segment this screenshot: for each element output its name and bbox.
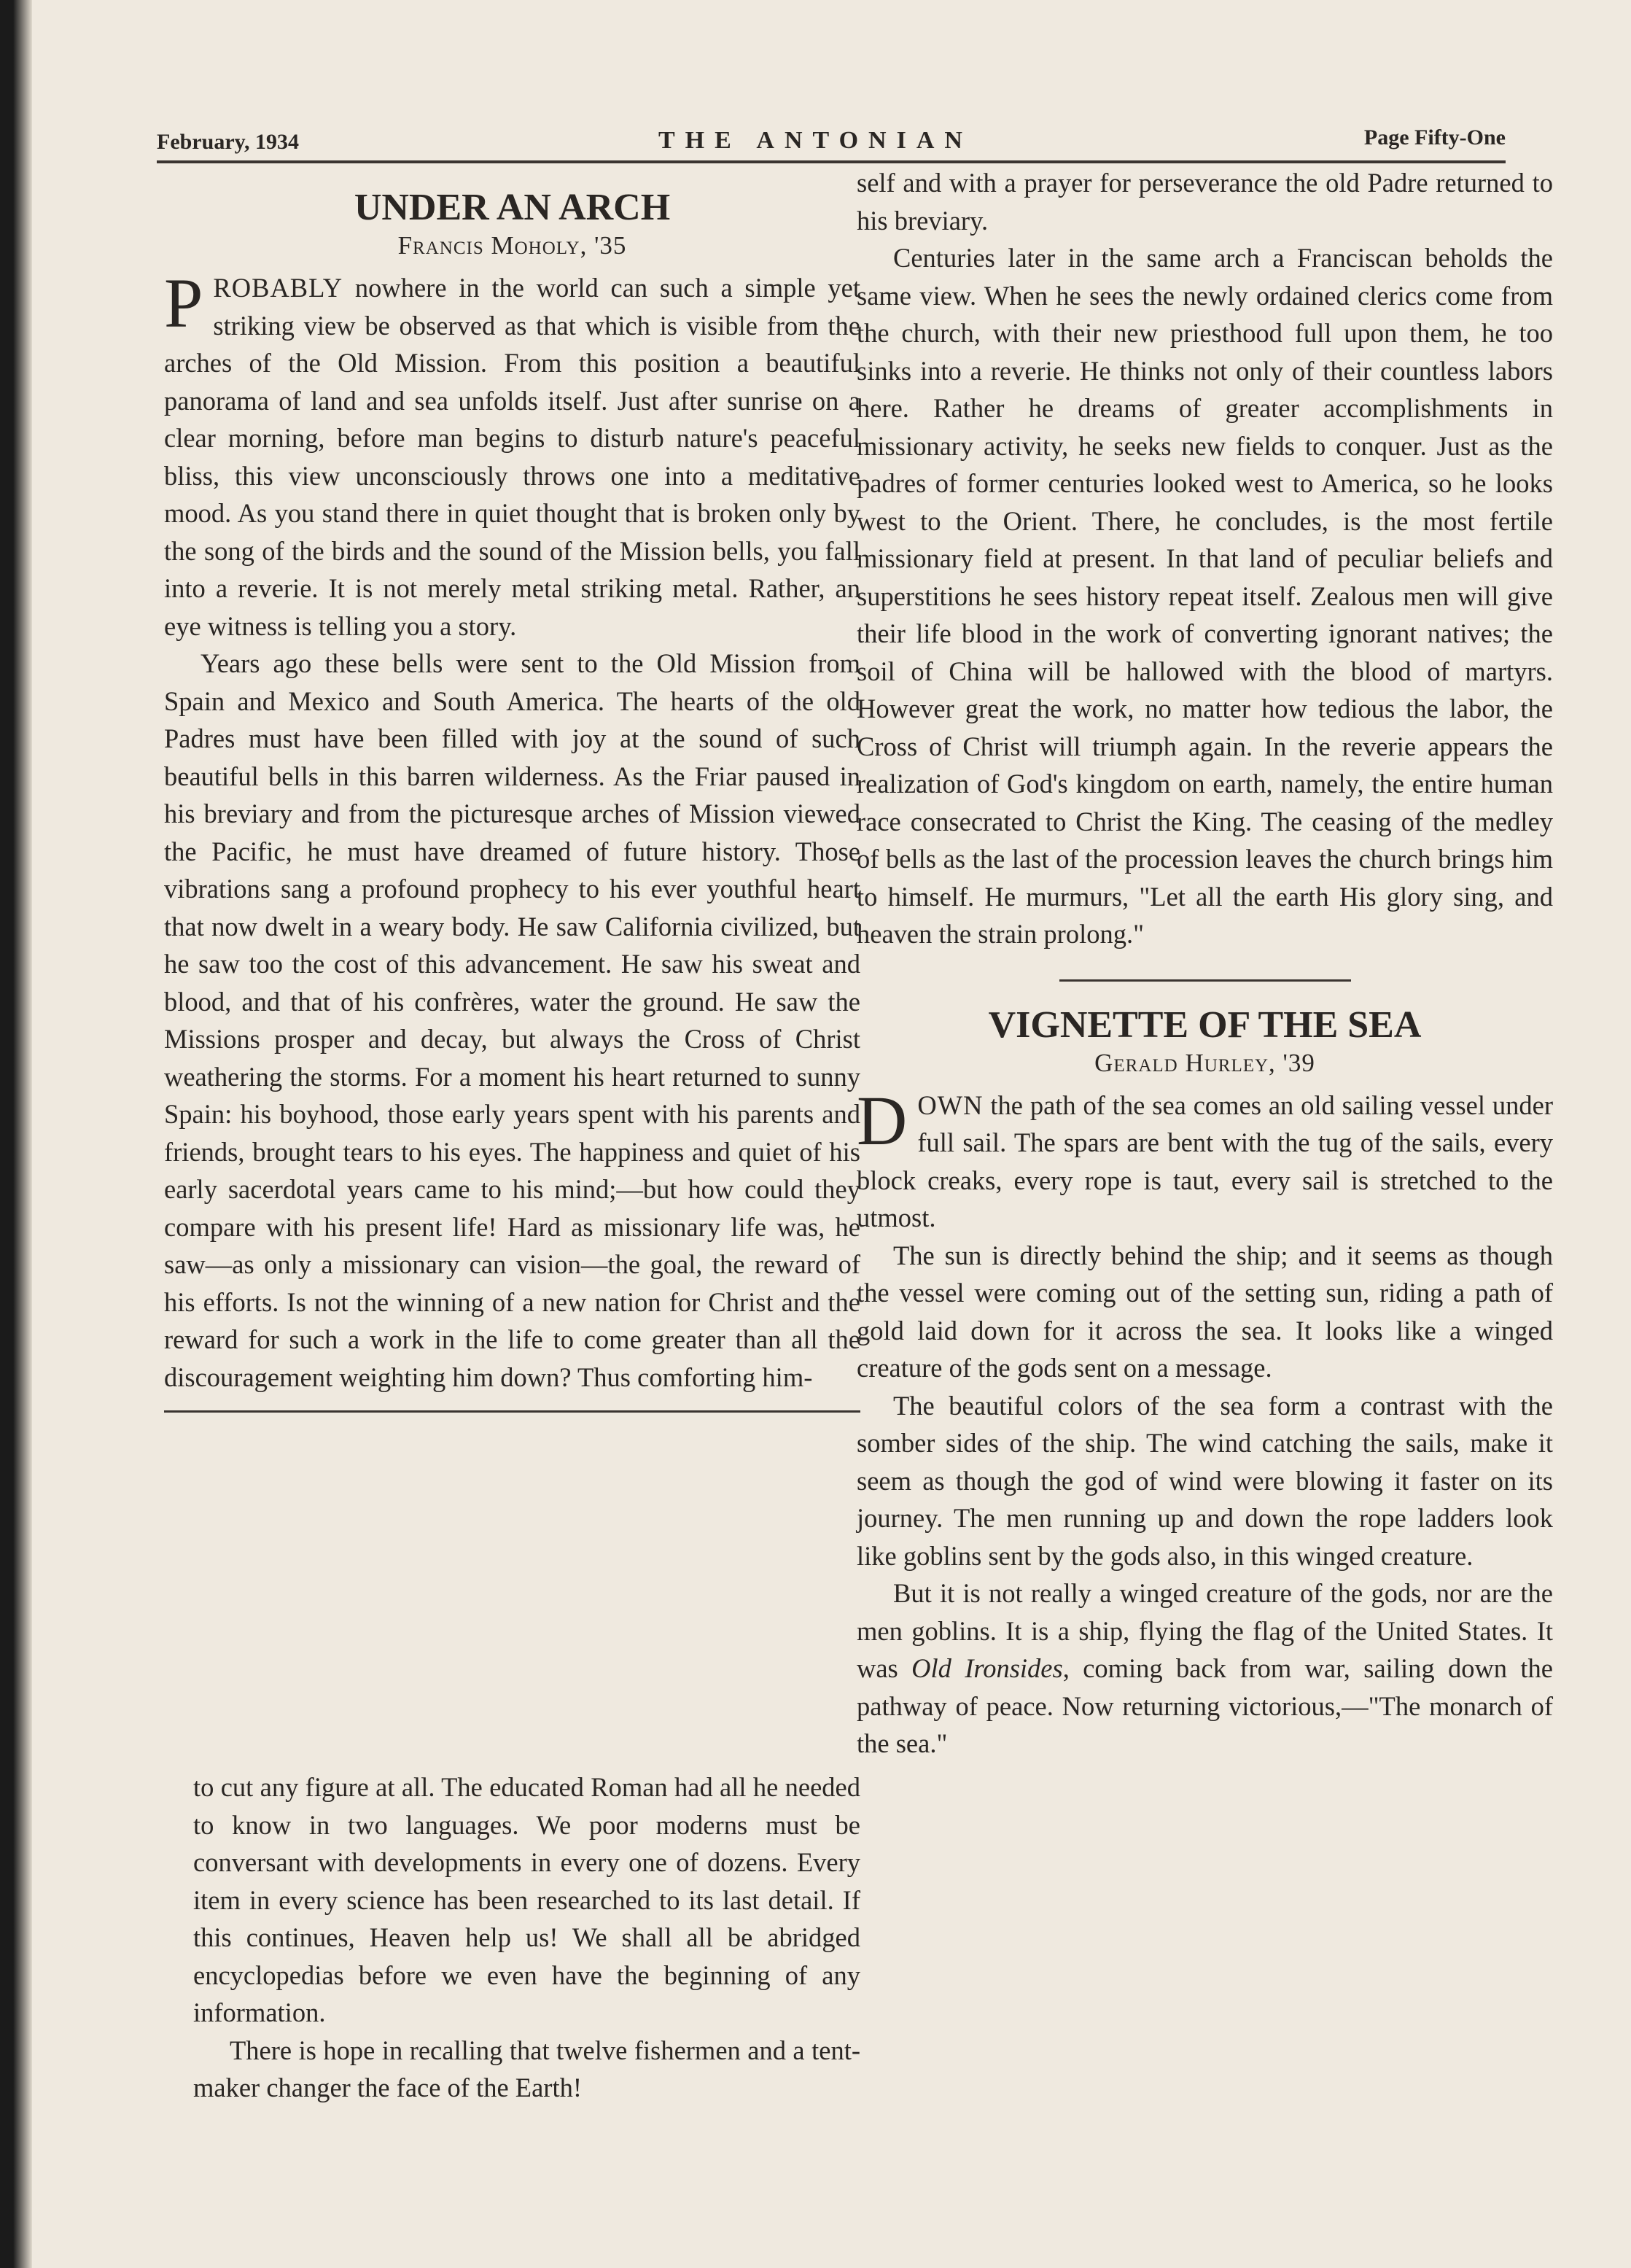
paragraph-text: nowhere in the world can such a simple yet striking view be observed as that which is visible from the arches of the Old Mission. From this position a beautiful panorama of land and sea unfolds itself. Just after sunrise on a clear morning, before man begins to disturb nature's peaceful bliss, this view unconsciously throws one into a meditative mood. As you stand there in quiet thought that is broken only by the song of the birds and the sound of the Mission bells, you fall into a reverie. It is not merely metal striking metal. Rather, an eye witness is telling you a story. [164,273,860,641]
paragraph [164,264,860,645]
article-title: VIGNETTE OF THE SEA [988,1003,1422,1046]
ship-name: Old Ironsides [911,1653,1063,1683]
paragraph: The beautiful colors of the sea form a contrast with the somber sides of the ship. The wind catching the sails, make it seem as though the god of wind were blowing it faster on its journey. The men running up and down the rope ladders look like goblins sent by the gods also, in this winged creature. [857,1390,1553,1571]
paragraph [857,1574,1553,1763]
paragraph: to cut any figure at all. The educated Roman had all he needed to know in two languages. We poor moderns must be conversant with developments in every one of dozens. Every item in every science has been researched to its last detail. If this continues, Heaven help us! We shall all be abridged encyclopedias before we even have the beginning of any information. [193,1772,860,2027]
article-byline: Gerald Hurley, '39 [1094,1048,1315,1077]
header-page-number: Page Fifty-One [1363,125,1506,149]
drop-cap: D [857,1081,908,1160]
article-title: UNDER AN ARCH [354,187,671,228]
lead-caps: ROBABLY [213,273,343,303]
column-divider [164,1410,860,1413]
paragraph: Years ago these bells were sent to the Old Mission from Spain and Mexico and South America. The hearts of the old Padres must have been filled with joy at the sound of such beautiful bells in this barren wilderness. As the Friar paused in his breviary and from the picturesque arches of Mission viewed the Pacific, he must have dreamed of future history. Those vibrations sang a profound prophecy to his ever youthful heart that now dwelt in a weary body. He saw California civilized, but he saw too the cost of this advancement. He saw his sweat and blood, and that of his confrères, water the ground. He saw the Missions prosper and decay, but always the Cross of Christ weathering the storms. For a moment his heart returned to sunny Spain: his boyhood, those early years spent with his parents and friends, brought tears to his eyes. The happiness and quiet of his early sacerdotal years came to his mind;—but how could they compare with his present life! Hard as missionary life was, he saw—as only a missionary can vision—the goal, the reward of his efforts. Is not the winning of a new nation for Christ and the reward for such a work in the life to come greater than all the discouragement weighting him down? Thus comforting him- [164,648,860,1392]
header-publication: THE ANTONIAN [658,127,973,154]
drop-cap: P [164,264,203,342]
section-divider [1059,979,1351,982]
paragraph: The sun is directly behind the ship; and it seems as though the vessel were coming out of the setting sun, riding a path of gold laid down for it across the sea. It looks like a winged creature of the gods sent on a message. [857,1240,1553,1383]
header-date: February, 1934 [157,130,299,154]
torn-left-edge [0,0,32,2268]
paragraph [857,1081,1553,1237]
running-header [157,109,1506,163]
lead-caps: OWN [917,1090,984,1120]
left-column [164,186,860,1421]
continued-fragment [193,1768,860,2107]
paragraph-text: , coming back from war, sailing down the pathway of peace. Now returning victorious,—"The monarch of the sea." [857,1653,1553,1758]
paragraph: There is hope in recalling that twelve fishermen and a tent-maker changer the face of the Earth! [193,2035,860,2102]
paragraph: Centuries later in the same arch a Franciscan beholds the same view. When he sees the newly ordained clerics come from the church, with their new priesthood full upon them, he too sinks into a reverie. He thinks not only of their countless labors here. Rather he dreams of greater accomplishments in missionary activity, he seeks new fields to conquer. Just as the padres of former centuries looked west to America, so he looks west to the Orient. There, he concludes, is the most fertile missionary field at present. In that land of peculiar beliefs and superstitions he sees history repeat itself. Zealous men will give their life blood in the work of converting ignorant natives; the soil of China will be hallowed with the blood of martyrs. However great the work, no matter how tedious the labor, the Cross of Christ will triumph again. In the reverie appears the realization of God's kingdom on earth, namely, the entire human race consecrated to Christ the King. The ceasing of the medley of bells as the last of the procession leaves the church brings him to himself. He murmurs, "Let all the earth His glory sing, and heaven the strain prolong." [857,243,1553,949]
paragraph-continued: self and with a prayer for perseverance the old Padre returned to his breviary. [857,168,1553,236]
paragraph-text: the path of the sea comes an old sailing vessel under full sail. The spars are bent with the tug of the sails, every block creaks, every rope is taut, every sail is stretched to the utmost. [857,1090,1553,1232]
paragraph-text: But it is not really a winged creature of the gods, nor are the men goblins. It is a ship, flying the flag of the United States. It was [857,1578,1553,1683]
article-byline: Francis Moholy, '35 [397,231,627,260]
right-column [857,164,1553,1763]
